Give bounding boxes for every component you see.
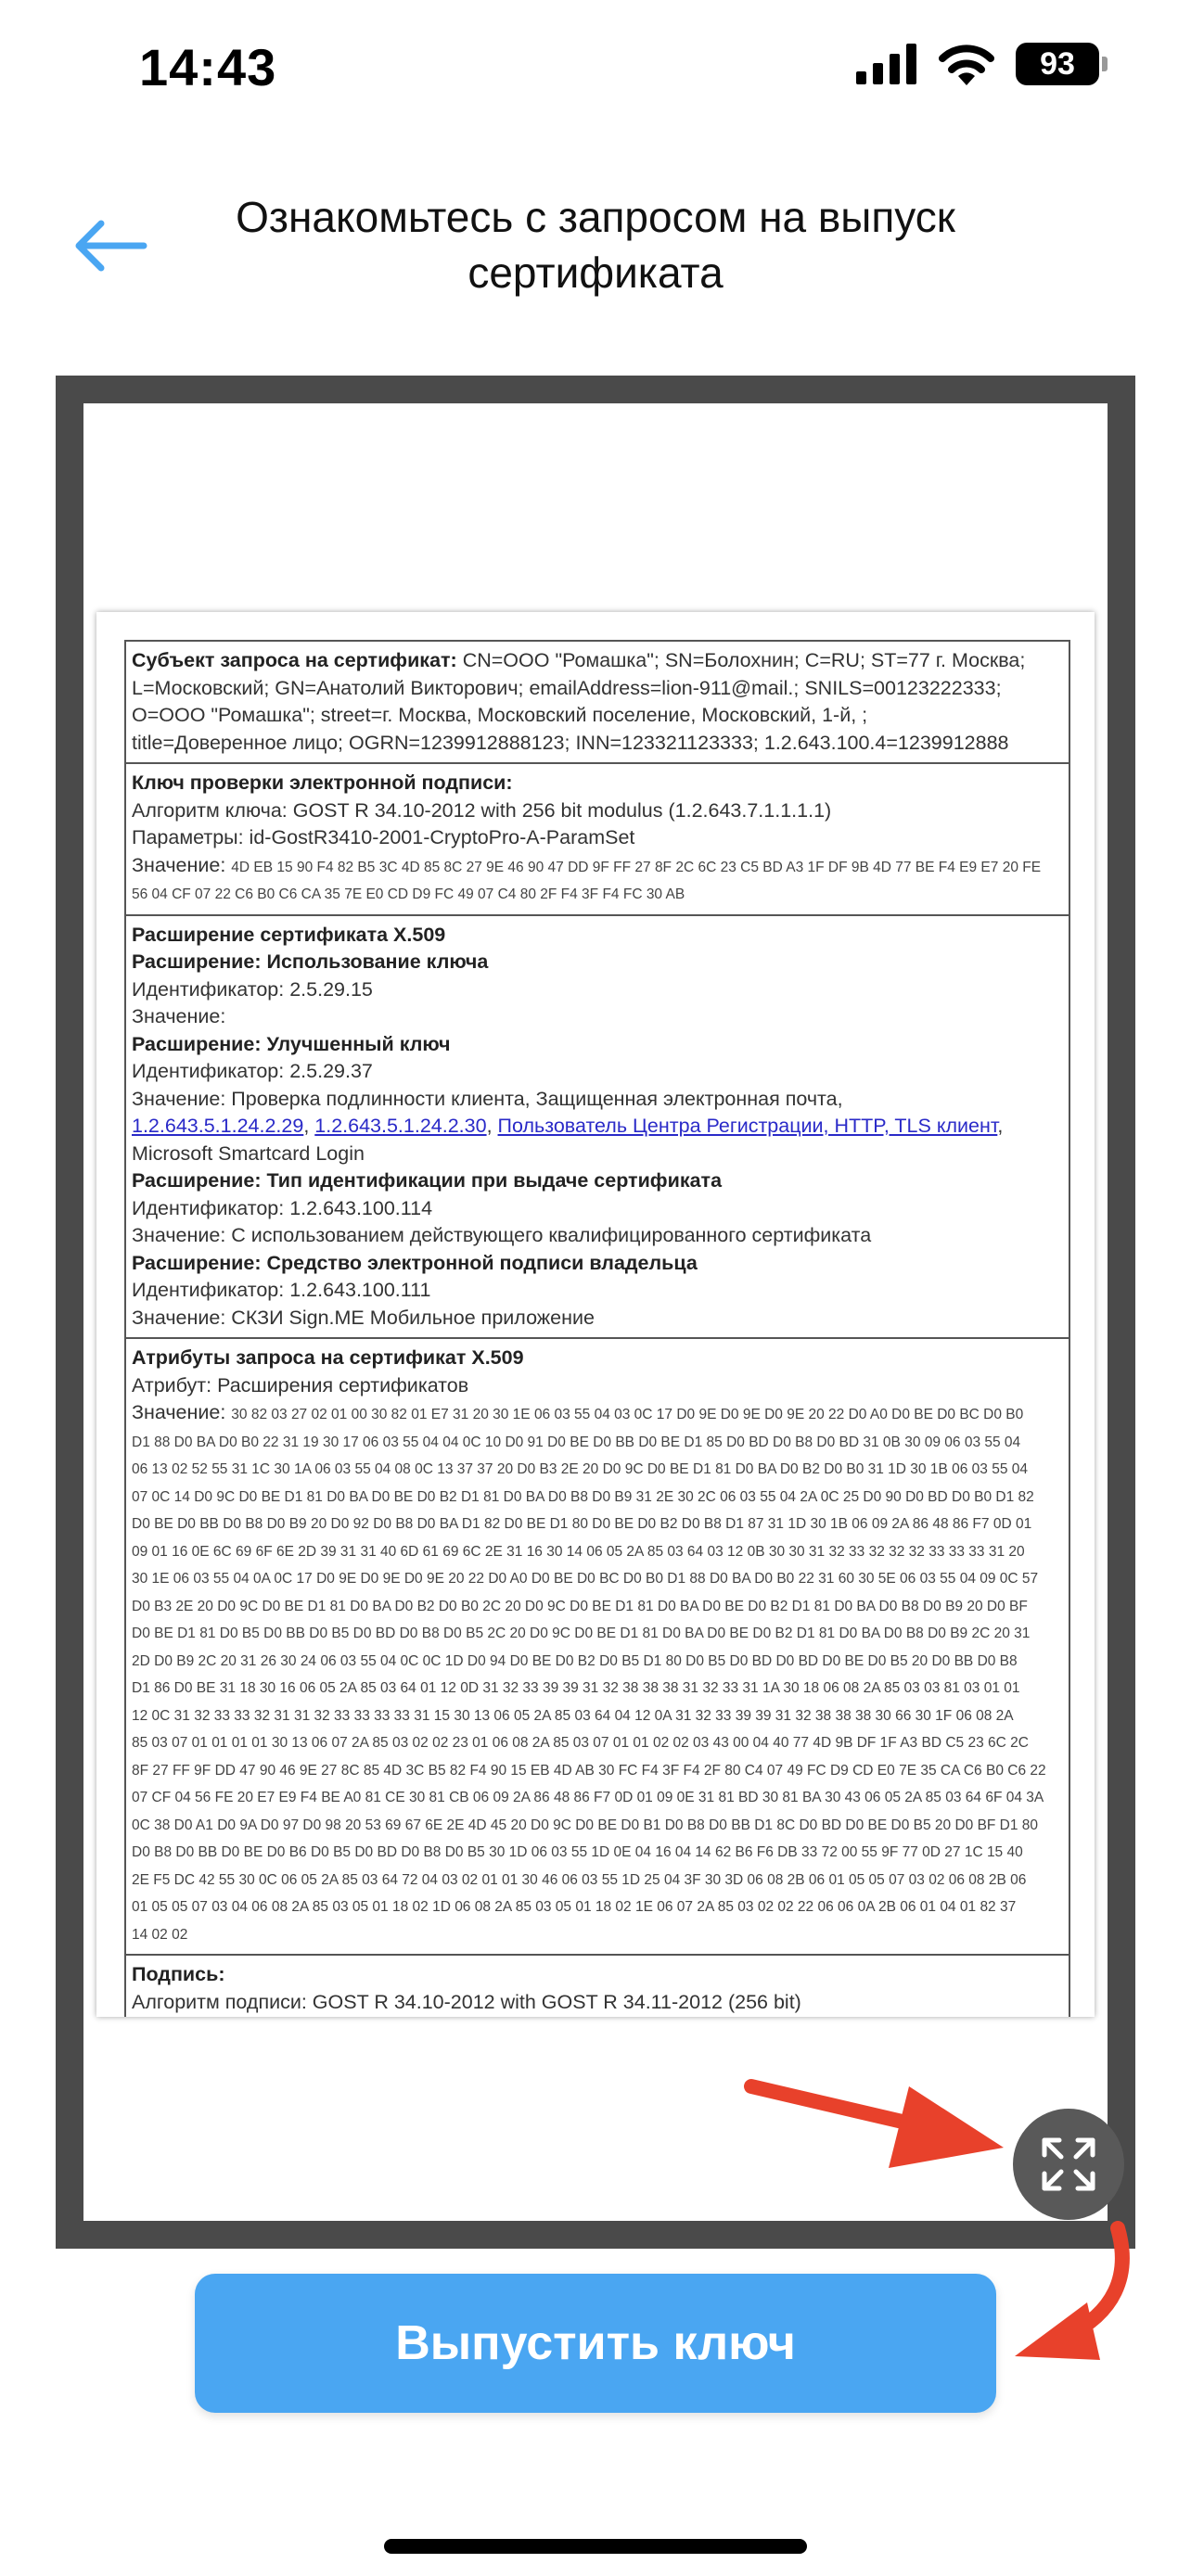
key-algorithm: Алгоритм ключа: GOST R 34.10-2012 with 256 bit modulus (1.2.643.7.1.1.1.1) xyxy=(132,798,832,822)
key-usage-id: Идентификатор: 2.5.29.15 xyxy=(132,977,373,1001)
attribute-hex-11: 12 0C 31 32 33 33 32 31 31 32 33 33 33 33 31 15 30 13 06 05 2A 85 03 64 04 12 0A 31 32 33 39 39 31 32 38 38 38 30 66 30 1F 06 08 2A xyxy=(132,1707,1014,1724)
id-type-label: Расширение: Тип идентификации при выдаче сертификата xyxy=(132,1169,723,1192)
attribute-hex-14: 07 CF 04 56 FE 20 E7 E9 F4 BE A0 81 CE 30 81 CB 06 09 2A 86 48 86 F7 0D 01 09 0E 31 81 BD 30 81 BA 30 43 06 05 2A 85 03 64 6F 04 3A xyxy=(132,1790,1044,1805)
id-type-label-line xyxy=(132,1167,1063,1195)
public-key-section xyxy=(126,764,1069,916)
key-parameters: Параметры: id-GostR3410-2001-CryptoPro-A-ParamSet xyxy=(132,826,635,848)
attribute-hex-15: 0C 38 D0 A1 D0 9A D0 97 D0 98 20 53 69 67 6E 2E 4D 45 20 D0 9C D0 BE D0 B1 D0 B8 D0 BB D1 8C D0 BD D0 BE D0 B5 20 D0 BF D1 80 xyxy=(132,1817,1039,1833)
attribute-hex-6: 30 1E 06 03 55 04 0A 0C 17 D0 9E D0 9E D0 9E 20 22 D0 A0 D0 BE D0 BC D0 B0 D1 88 D0 BA D0 B0 22 31 60 30 5E 06 03 55 04 09 0C 57 xyxy=(132,1571,1039,1587)
attribute-value-line-1 xyxy=(132,1399,1063,1429)
attribute-hex-13: 8F 27 FF 9F DD 47 90 46 9E 27 8C 85 4D 3C B5 82 F4 90 15 EB 4D AB 30 FC F4 3F F4 2F 80 C4 07 49 FC D9 CD E0 7E 35 CA C6 B0 C6 22 xyxy=(132,1762,1046,1779)
annotation-arrow-curved-icon xyxy=(1011,2221,1141,2369)
home-indicator[interactable] xyxy=(384,2539,807,2554)
enhanced-key-value-end: Microsoft Smartcard Login xyxy=(132,1141,365,1165)
battery-level: 93 xyxy=(1016,43,1099,85)
key-value-hex-1: 4D EB 15 90 F4 82 B5 3C 4D 85 8C 27 9E 46 90 47 DD 9F FF 27 8F 2C 6C 23 C5 BD A3 1F DF 9B 4D 77 BE F4 E9 E7 20 FE xyxy=(231,859,1042,875)
subject-section xyxy=(126,642,1069,764)
enhanced-key-id: Идентификатор: 2.5.29.37 xyxy=(132,1060,373,1082)
status-bar xyxy=(0,0,1191,139)
enhanced-key-value: Значение: Проверка подлинности клиента, Защищенная электронная почта, xyxy=(132,1087,843,1110)
expand-icon xyxy=(1039,2135,1098,2194)
attribute-hex-1: D1 88 D0 BA D0 B0 22 31 19 30 17 06 03 55 04 04 0C 10 D0 91 D0 BE D0 BB D0 BE D1 85 D0 BD D0 B8 D0 BD 31 0B 30 09 06 03 55 04 xyxy=(132,1434,1021,1450)
attribute-hex-7: D0 B3 2E 20 D0 9C D0 BE D1 81 D0 BA D0 B2 D0 B0 2C 20 D0 9C D0 BE D1 81 D0 BA D0 BE D0 B2 D1 81 D0 BA D0 B8 D0 B9 20 D0 BF xyxy=(132,1598,1028,1614)
fullscreen-button[interactable] xyxy=(1013,2109,1124,2220)
key-value-hex-2: 56 04 CF 07 22 C6 B0 C6 CA 35 7E E0 CD D9 FC 49 07 C4 80 2F F4 3F F4 FC 30 AB xyxy=(132,886,685,902)
attribute-hex-10: D1 86 D0 BE 31 18 30 16 06 05 2A 85 03 64 01 12 0D 31 32 33 39 39 31 32 38 38 38 31 32 33 31 1A 30 18 06 08 2A 85 03 03 81 03 01 01 xyxy=(132,1680,1020,1696)
attributes-label-line xyxy=(132,1345,1063,1372)
oid-link-2[interactable]: 1.2.643.5.1.24.2.30 xyxy=(314,1115,487,1137)
id-type-value: Значение: С использованием действующего квалифицированного сертификата xyxy=(132,1224,872,1246)
attribute-hex-16: D0 B8 D0 BB D0 BE D0 B6 D0 B5 D0 BD D0 B8 D0 B5 30 1D 06 03 55 1D 0E 04 16 04 14 62 B6 F6 DB 33 72 00 55 9F 77 0D 27 1C 15 40 xyxy=(132,1844,1023,1860)
cellular-signal-icon xyxy=(856,44,917,84)
attribute-name: Атрибут: Расширения сертификатов xyxy=(132,1373,469,1396)
subject-line-1 xyxy=(132,647,1063,675)
signature-label-line xyxy=(132,1961,1063,1989)
registration-user-link[interactable]: Пользователь Центра Регистрации, HTTP, TLS клиент xyxy=(497,1115,998,1137)
public-key-label: Ключ проверки электронной подписи: xyxy=(132,772,513,794)
battery-cap xyxy=(1102,57,1108,71)
attributes-label: Атрибуты запроса на сертификат X.509 xyxy=(132,1346,524,1369)
extensions-label-line xyxy=(132,922,1063,950)
document-page xyxy=(96,612,1095,2017)
subject-label: Субъект запроса на сертификат: xyxy=(132,649,457,671)
attribute-hex-0: 30 82 03 27 02 01 00 30 82 01 E7 31 20 30 1E 06 03 55 04 03 0C 17 D0 9E D0 9E D0 9E 20 22 D0 A0 D0 BE D0 BC D0 B0 xyxy=(231,1407,1024,1422)
attribute-hex-3: 07 0C 14 D0 9C D0 BE D1 81 D0 BA D0 BE D0 B2 D1 81 D0 BA D0 B8 D0 B9 31 2E 30 2C 06 03 55 04 2A 0C 25 D0 90 D0 BD D0 B0 D1 82 xyxy=(132,1488,1034,1505)
oid-link-1[interactable]: 1.2.643.5.1.24.2.29 xyxy=(132,1115,304,1137)
wifi-icon xyxy=(938,43,995,85)
attribute-hex-8: D0 BE D1 81 D0 B5 D0 BB D0 B5 D0 BD D0 B8 D0 B5 2C 20 D0 9C D0 BE D1 81 D0 BA D0 BE D0 B2 D1 81 D0 BA D0 B8 D0 B9 2C 20 31 xyxy=(132,1626,1031,1641)
key-usage-label: Расширение: Использование ключа xyxy=(132,950,489,973)
id-type-id: Идентификатор: 1.2.643.100.114 xyxy=(132,1196,433,1219)
public-key-label-line xyxy=(132,770,1063,797)
subject-line-2: L=Московский; GN=Анатолий Викторович; emailAddress=lion-911@mail.; SNILS=00123222333; xyxy=(132,676,1002,699)
attribute-hex-9: 2D D0 B9 2C 20 31 26 30 24 06 03 55 04 0C 0C 1D D0 94 D0 BE D0 B2 D0 B5 D1 80 D0 B5 D0 BD D0 BD D0 BE D0 B5 20 D0 BB D0 B8 xyxy=(132,1652,1018,1669)
extensions-section xyxy=(126,916,1069,1340)
arrow-left-icon xyxy=(73,218,147,274)
attribute-hex-2: 06 13 02 52 55 31 1C 30 1A 06 03 55 04 08 0C 13 37 37 20 D0 B3 2E 20 D0 9C D0 BE D1 81 D0 BA D0 B2 D0 B0 31 1D 30 1B 06 03 55 04 xyxy=(132,1461,1028,1477)
status-icons xyxy=(856,43,1108,85)
issue-key-button[interactable]: Выпустить ключ xyxy=(195,2274,996,2413)
attribute-hex-17: 2E F5 DC 42 55 30 0C 06 05 2A 85 03 64 72 04 03 02 01 01 30 46 06 03 55 1D 25 04 3F 30 3D 06 08 2B 06 01 05 05 07 03 02 06 08 2B 06 xyxy=(132,1871,1027,1888)
annotation-arrow-right-icon xyxy=(742,2059,1011,2179)
subject-line-4: title=Доверенное лицо; OGRN=1239912888123; INN=123321123333; 1.2.643.100.4=1239912888 xyxy=(132,731,1009,754)
battery-indicator xyxy=(1016,43,1108,85)
page-title xyxy=(158,189,1033,300)
signature-label: Подпись: xyxy=(132,1963,225,1985)
sign-tool-id: Идентификатор: 1.2.643.100.111 xyxy=(132,1279,431,1301)
header xyxy=(0,176,1191,315)
enhanced-key-label: Расширение: Улучшенный ключ xyxy=(132,1032,451,1055)
attribute-hex-18: 01 05 05 07 03 04 06 08 2A 85 03 05 01 18 02 1D 06 08 2A 85 03 05 01 18 02 1E 06 07 2A 85 03 02 02 22 06 06 0A 2B 06 01 04 01 82 37 xyxy=(132,1899,1017,1915)
subject-line-3: O=ООО "Ромашка"; street=г. Москва, Московский поселение, Московский, 1-й, ; xyxy=(132,704,868,726)
subject-text-1: CN=ООО "Ромашка"; SN=Болохнин; C=RU; ST=77 г. Москва; xyxy=(456,649,1026,671)
back-button[interactable] xyxy=(69,204,152,287)
attribute-value-label: Значение: xyxy=(132,1401,232,1423)
page-title-line-2: сертификата xyxy=(467,249,724,297)
status-time: 14:43 xyxy=(139,38,277,96)
signature-algorithm: Алгоритм подписи: GOST R 34.10-2012 with GOST R 34.11-2012 (256 bit) xyxy=(132,1990,801,2013)
sign-tool-label: Расширение: Средство электронной подписи владельца xyxy=(132,1251,698,1274)
key-value-label: Значение: xyxy=(132,853,232,876)
attribute-hex-5: 09 01 16 0E 6C 69 6F 6E 2D 39 31 31 40 6D 61 69 6C 2E 31 16 30 14 06 05 2A 85 03 64 03 12 0B 30 30 31 32 33 32 32 32 33 33 33 31 20 xyxy=(132,1543,1025,1560)
attribute-hex-19: 14 02 02 xyxy=(132,1926,188,1943)
certificate-request-table xyxy=(124,640,1070,2017)
attribute-hex-4: D0 BE D0 BB D0 B8 D0 B9 20 D0 92 D0 B8 D0 BA D1 82 D0 BE D1 80 D0 BE D0 B2 D0 B8 D1 87 31 1D 30 1B 06 09 2A 86 48 86 F7 0D 01 xyxy=(132,1516,1032,1532)
signature-section xyxy=(126,1956,1069,2017)
enhanced-key-label-line xyxy=(132,1031,1063,1059)
page-title-line-1: Ознакомьтесь с запросом на выпуск xyxy=(236,193,955,241)
sign-tool-value: Значение: СКЗИ Sign.ME Мобильное приложение xyxy=(132,1306,595,1329)
document-canvas xyxy=(83,403,1108,2221)
key-value-line-1 xyxy=(132,852,1063,882)
key-usage-value: Значение: xyxy=(132,1005,226,1027)
extensions-label: Расширение сертификата X.509 xyxy=(132,923,446,946)
sign-tool-label-line xyxy=(132,1250,1063,1278)
key-usage-label-line xyxy=(132,949,1063,976)
enhanced-key-links-line: 1.2.643.5.1.24.2.29, 1.2.643.5.1.24.2.30, Пользователь Центра Регистрации, HTTP, TLS клиент, xyxy=(132,1115,1004,1137)
attributes-section xyxy=(126,1339,1069,1956)
document-viewer[interactable] xyxy=(56,376,1135,2249)
attribute-hex-12: 85 03 07 01 01 01 01 30 13 06 07 2A 85 03 02 02 23 01 06 08 2A 85 03 07 01 01 02 02 03 43 00 04 40 77 4D 9B DF 1F A3 BD C5 23 6C 2C xyxy=(132,1735,1029,1751)
